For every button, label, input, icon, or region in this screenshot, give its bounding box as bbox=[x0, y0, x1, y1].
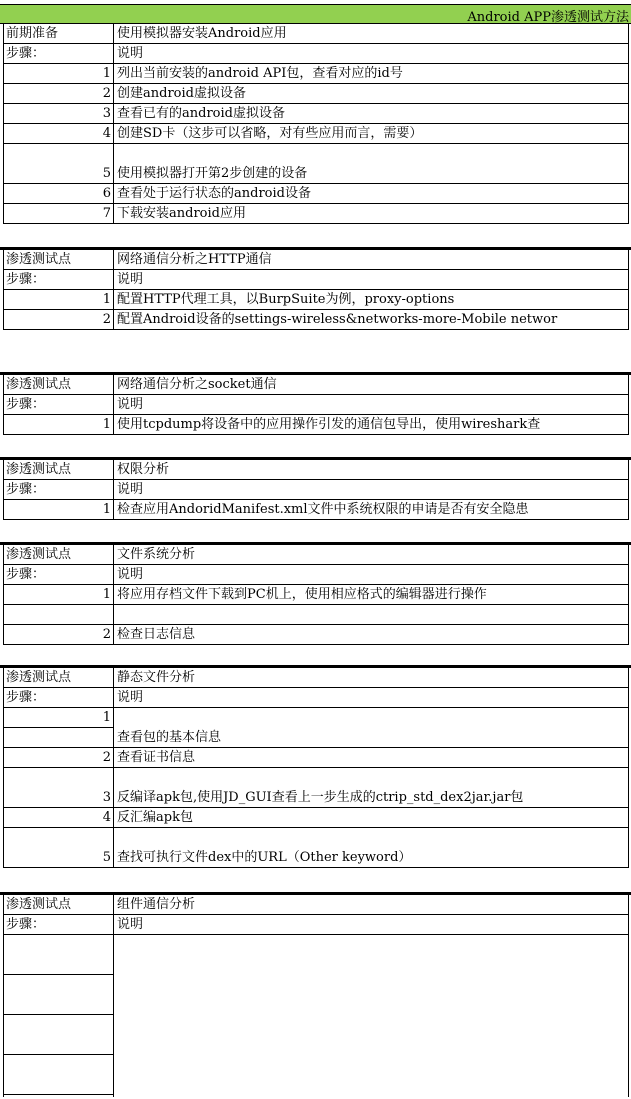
step-text: 反汇编apk包 bbox=[117, 810, 193, 825]
steps-label: 步骤： bbox=[6, 690, 46, 705]
section-header-row[interactable] bbox=[3, 375, 629, 395]
steps-header-row[interactable] bbox=[3, 565, 629, 585]
section-name: 静态文件分析 bbox=[117, 670, 196, 685]
step-row[interactable] bbox=[3, 585, 629, 605]
desc-label: 说明 bbox=[117, 397, 144, 412]
step-text: 使用模拟器打开第2步创建的设备 bbox=[117, 166, 308, 181]
step-number: 6 bbox=[102, 186, 111, 201]
step-number: 5 bbox=[102, 166, 111, 181]
step-number: 7 bbox=[102, 206, 111, 221]
step-row[interactable] bbox=[3, 64, 629, 84]
step-row[interactable] bbox=[3, 124, 629, 144]
desc-label: 说明 bbox=[117, 917, 144, 932]
steps-header-row[interactable] bbox=[3, 270, 629, 290]
step-row[interactable] bbox=[3, 184, 629, 204]
desc-label: 说明 bbox=[117, 272, 144, 287]
section-static bbox=[3, 668, 629, 868]
step-number: 3 bbox=[102, 106, 111, 121]
steps-label: 步骤： bbox=[6, 397, 46, 412]
steps-label: 步骤： bbox=[6, 46, 46, 61]
desc-label: 说明 bbox=[117, 46, 144, 61]
step-row[interactable] bbox=[3, 290, 629, 310]
step-number: 4 bbox=[102, 126, 111, 141]
section-socket bbox=[3, 375, 629, 435]
section-component bbox=[3, 895, 629, 1097]
step-row[interactable] bbox=[3, 708, 629, 728]
steps-header-row[interactable] bbox=[3, 44, 629, 64]
section-http bbox=[3, 250, 629, 330]
section-label: 渗透测试点 bbox=[6, 462, 72, 477]
step-text: 检查应用AndoridManifest.xml文件中系统权限的申请是否有安全隐患 bbox=[117, 502, 529, 517]
section-name: 组件通信分析 bbox=[117, 897, 196, 912]
section-name: 网络通信分析之socket通信 bbox=[117, 377, 277, 392]
step-text: 使用tcpdump将设备中的应用操作引发的通信包导出，使用wireshark查 bbox=[117, 417, 541, 432]
step-number: 1 bbox=[102, 417, 111, 432]
step-row[interactable] bbox=[3, 768, 629, 808]
step-text: 检查日志信息 bbox=[117, 627, 196, 642]
step-text: 查看处于运行状态的android设备 bbox=[117, 186, 311, 201]
step-text: 配置HTTP代理工具，以BurpSuite为例，proxy-options bbox=[117, 292, 455, 307]
steps-label: 步骤： bbox=[6, 567, 46, 582]
step-number: 4 bbox=[102, 810, 111, 825]
step-row[interactable] bbox=[3, 500, 629, 520]
empty-area bbox=[3, 935, 629, 1097]
step-number: 3 bbox=[102, 790, 111, 805]
step-row[interactable] bbox=[3, 144, 629, 184]
section-header-row[interactable] bbox=[3, 668, 629, 688]
step-text: 查看已有的android虚拟设备 bbox=[117, 106, 285, 121]
step-number: 2 bbox=[102, 750, 111, 765]
section-header-row[interactable] bbox=[3, 545, 629, 565]
step-row[interactable] bbox=[3, 104, 629, 124]
step-row[interactable] bbox=[3, 828, 629, 868]
section-label: 前期准备 bbox=[6, 26, 59, 41]
step-text: 列出当前安装的android API包，查看对应的id号 bbox=[117, 66, 403, 81]
section-name: 网络通信分析之HTTP通信 bbox=[117, 252, 272, 267]
section-header-row[interactable] bbox=[3, 24, 629, 44]
section-label: 渗透测试点 bbox=[6, 377, 72, 392]
step-text: 配置Android设备的settings-wireless&networks-more-Mobile networ bbox=[117, 312, 558, 327]
steps-label: 步骤： bbox=[6, 917, 46, 932]
step-number: 1 bbox=[102, 587, 111, 602]
step-text: 创建android虚拟设备 bbox=[117, 86, 246, 101]
section-name: 权限分析 bbox=[117, 462, 170, 477]
section-permissions bbox=[3, 460, 629, 520]
step-row[interactable] bbox=[3, 415, 629, 435]
desc-label: 说明 bbox=[117, 567, 144, 582]
section-header-row[interactable] bbox=[3, 460, 629, 480]
step-row[interactable] bbox=[3, 748, 629, 768]
section-header-row[interactable] bbox=[3, 250, 629, 270]
steps-header-row[interactable] bbox=[3, 915, 629, 935]
section-label: 渗透测试点 bbox=[6, 547, 72, 562]
step-number: 1 bbox=[102, 292, 111, 307]
step-number: 2 bbox=[102, 86, 111, 101]
step-number: 2 bbox=[102, 627, 111, 642]
step-text: 查看证书信息 bbox=[117, 750, 196, 765]
steps-header-row[interactable] bbox=[3, 395, 629, 415]
step-row[interactable] bbox=[3, 625, 629, 645]
step-text: 将应用存档文件下载到PC机上，使用相应格式的编辑器进行操作 bbox=[117, 587, 487, 602]
desc-label: 说明 bbox=[117, 690, 144, 705]
step-row[interactable] bbox=[3, 84, 629, 104]
section-name: 使用模拟器安装Android应用 bbox=[117, 26, 287, 41]
section-prep bbox=[3, 24, 629, 224]
desc-label: 说明 bbox=[117, 482, 144, 497]
step-text: 反编译apk包,使用JD_GUI查看上一步生成的ctrip_std_dex2jar.jar包 bbox=[117, 790, 524, 805]
section-label: 渗透测试点 bbox=[6, 252, 72, 267]
title-bar bbox=[0, 4, 631, 24]
step-text: 查看包的基本信息 bbox=[117, 730, 222, 745]
step-number: 2 bbox=[102, 312, 111, 327]
step-number: 5 bbox=[102, 850, 111, 865]
step-row[interactable] bbox=[3, 808, 629, 828]
step-text: 查找可执行文件dex中的URL（Other keyword） bbox=[117, 850, 412, 865]
empty-row[interactable] bbox=[3, 605, 629, 625]
step-number: 1 bbox=[102, 710, 111, 725]
steps-header-row[interactable] bbox=[3, 480, 629, 500]
step-number: 1 bbox=[102, 502, 111, 517]
step-text: 下载安装android应用 bbox=[117, 206, 246, 221]
section-label: 渗透测试点 bbox=[6, 670, 72, 685]
sheet-title: Android APP渗透测试方法 bbox=[467, 10, 629, 25]
step-row[interactable] bbox=[3, 204, 629, 224]
section-header-row[interactable] bbox=[3, 895, 629, 915]
step-row[interactable] bbox=[3, 310, 629, 330]
section-filesystem bbox=[3, 545, 629, 645]
step-number: 1 bbox=[102, 66, 111, 81]
steps-label: 步骤： bbox=[6, 272, 46, 287]
steps-label: 步骤： bbox=[6, 482, 46, 497]
section-name: 文件系统分析 bbox=[117, 547, 196, 562]
section-label: 渗透测试点 bbox=[6, 897, 72, 912]
steps-header-row[interactable] bbox=[3, 688, 629, 708]
step-row[interactable] bbox=[3, 728, 629, 748]
step-text: 创建SD卡（这步可以省略，对有些应用而言，需要） bbox=[117, 126, 423, 141]
